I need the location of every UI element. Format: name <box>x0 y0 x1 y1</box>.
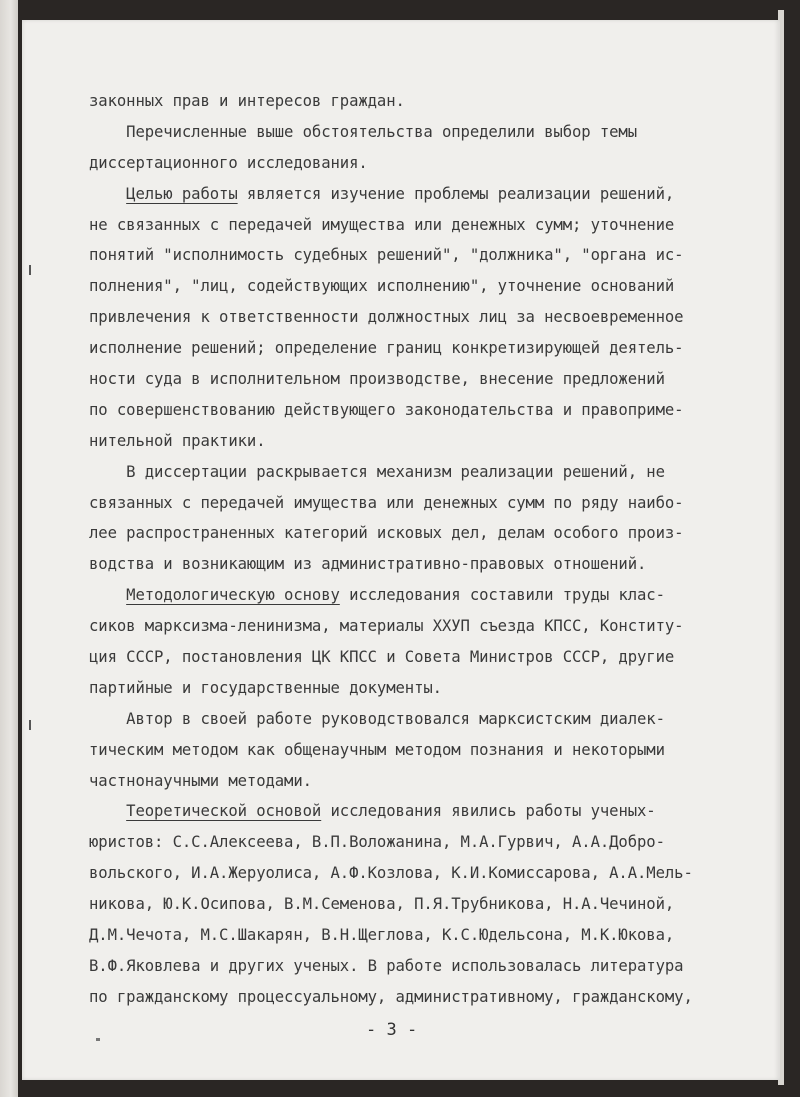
text-span <box>89 802 126 820</box>
text-line <box>89 611 729 642</box>
text-span: исследования составили труды клас- <box>339 586 665 605</box>
text-span: партийные и государственные документы. <box>89 678 442 697</box>
text-line <box>89 333 729 364</box>
body-text <box>89 86 729 1013</box>
underlined-heading: Теоретической основой <box>126 802 322 821</box>
text-line <box>89 982 729 1013</box>
text-span: законных прав и интересов граждан. <box>89 92 405 110</box>
text-line <box>89 210 729 241</box>
text-line <box>89 642 729 673</box>
text-span: В диссертации раскрывается механизм реализации решений, не <box>89 462 665 481</box>
text-line <box>89 796 729 827</box>
text-line <box>89 86 729 117</box>
previous-page-edge <box>0 0 18 1097</box>
text-line <box>89 488 729 519</box>
text-line <box>89 148 729 179</box>
text-line <box>89 518 729 549</box>
text-line <box>89 580 729 611</box>
text-span: диссертационного исследования. <box>89 153 368 172</box>
text-line <box>89 735 729 766</box>
text-line <box>89 302 729 333</box>
text-span: Перечисленные выше обстоятельства определили выбор темы <box>89 122 638 141</box>
text-span: водства и возникающим из административно-правовых отношений. <box>89 555 647 574</box>
underlined-heading: Целью работы <box>126 184 238 203</box>
text-span: юристов: С.С.Алексеева, В.П.Воложанина, М.А.Гурвич, А.А.Добро- <box>89 833 665 852</box>
text-line <box>89 827 729 858</box>
text-line <box>89 920 729 951</box>
text-span: понятий "исполнимость судебных решений", "должника", "органа ис- <box>89 246 684 265</box>
text-span: тическим методом как общенаучным методом познания и некоторыми <box>89 740 665 759</box>
stray-mark <box>96 1038 100 1041</box>
text-line <box>89 549 729 580</box>
text-line <box>89 704 729 735</box>
text-line <box>89 951 729 982</box>
text-line <box>89 240 729 271</box>
text-line <box>89 889 729 920</box>
text-span: лее распространенных категорий исковых дел, делам особого произ- <box>89 524 684 543</box>
text-span: связанных с передачей имущества или денежных сумм по ряду наибо- <box>89 493 684 512</box>
text-span: является изучение проблемы реализации решений, <box>237 184 675 203</box>
text-span: исследования явились работы ученых- <box>321 802 656 821</box>
text-line <box>89 457 729 488</box>
text-line <box>89 271 729 302</box>
text-span: Д.М.Чечота, М.С.Шакарян, В.Н.Щеглова, К.С.Юдельсона, М.К.Юкова, <box>89 926 675 945</box>
text-line <box>89 858 729 889</box>
text-span: частнонаучными методами. <box>89 771 312 790</box>
text-span: сиков марксизма-ленинизма, материалы ХХУП съезда КПСС, Конститу- <box>89 617 684 636</box>
underlined-heading: Методологическую основу <box>126 586 340 605</box>
text-span: по гражданскому процессуальному, административному, гражданскому, <box>89 987 693 1006</box>
page-number: - 3 - <box>366 1020 418 1040</box>
text-span: Автор в своей работе руководствовался марксистским диалек- <box>89 709 665 728</box>
text-line <box>89 426 729 457</box>
text-line <box>89 117 729 148</box>
text-span: полнения", "лиц, содействующих исполнению", уточнение оснований <box>89 277 675 296</box>
text-line <box>89 673 729 704</box>
text-line <box>89 179 729 210</box>
text-line <box>89 766 729 797</box>
text-span: никова, Ю.К.Осипова, В.М.Семенова, П.Я.Трубникова, Н.А.Чечиной, <box>89 895 675 914</box>
margin-mark <box>29 265 31 275</box>
margin-mark <box>29 720 31 730</box>
text-line <box>89 364 729 395</box>
text-span: привлечения к ответственности должностных лиц за несвоевременное <box>89 308 684 327</box>
text-span: нительной практики. <box>89 431 266 450</box>
text-span <box>89 586 126 604</box>
text-span: ция СССР, постановления ЦК КПСС и Совета Министров СССР, другие <box>89 648 675 667</box>
text-span <box>89 185 126 203</box>
text-span: не связанных с передачей имущества или денежных сумм; уточнение <box>89 215 675 234</box>
text-span: В.Ф.Яковлева и других ученых. В работе использовалась литература <box>89 956 684 975</box>
text-span: по совершенствованию действующего законодательства и правоприме- <box>89 400 684 419</box>
text-span: ности суда в исполнительном производстве, внесение предложений <box>89 370 665 389</box>
text-span: вольского, И.А.Жеруолиса, А.Ф.Козлова, К.И.Комиссарова, А.А.Мель- <box>89 864 693 883</box>
text-span: исполнение решений; определение границ конкретизирующей деятель- <box>89 339 684 358</box>
text-line <box>89 395 729 426</box>
